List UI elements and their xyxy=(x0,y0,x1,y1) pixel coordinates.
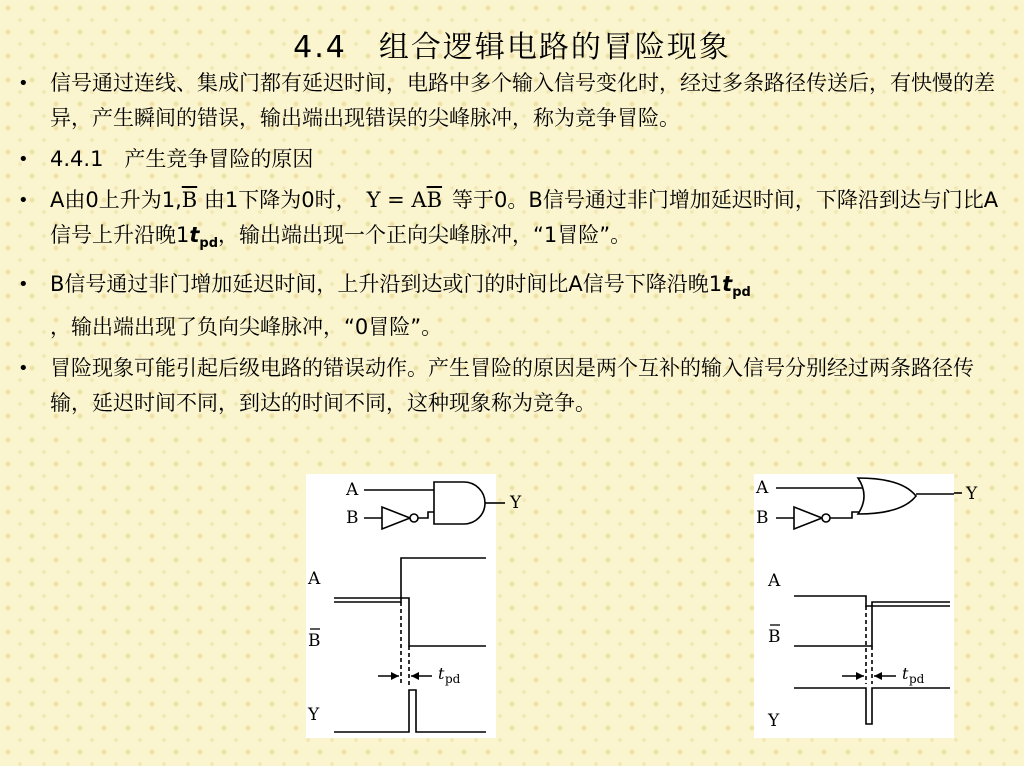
tpd-sub: pd xyxy=(732,285,751,301)
wave-a-label: A xyxy=(768,571,781,591)
bullet-dot: • xyxy=(18,73,29,94)
tpd-label-t: t xyxy=(902,664,909,683)
section-heading: 4.4.1 产生竞争冒险的原因 xyxy=(50,147,314,171)
wave-y-label: Y xyxy=(308,705,320,725)
or-gate-hazard-diagram xyxy=(754,474,954,738)
tpd-label-sub: pd xyxy=(909,672,925,686)
wave-b-label: B xyxy=(308,631,321,651)
bullet-text: ，输出端出现了负向尖峰脉冲，“0冒险”。 xyxy=(50,315,443,340)
input-b-label: B xyxy=(756,508,769,528)
tpd-t: t xyxy=(722,272,733,297)
bullet-dot: • xyxy=(18,190,29,211)
wave-a-label: A xyxy=(308,569,321,589)
b-bar-symbol: $\overline{B}$ xyxy=(181,188,198,212)
input-b-label: B xyxy=(346,508,359,528)
tpd-arrowhead-right xyxy=(874,672,882,680)
tpd-arrowhead-left xyxy=(856,672,864,680)
input-a-label: A xyxy=(756,478,769,498)
output-y-label-right: Y xyxy=(966,484,978,504)
bullet-dot: • xyxy=(18,274,29,296)
bullet-text: 由1下降为0时， xyxy=(203,188,357,212)
or-gate xyxy=(858,478,916,514)
equation-b-bar: $\overline{B}$ xyxy=(426,188,443,212)
bullet-text: ，输出端出现一个正向尖峰脉冲，“1冒险”。 xyxy=(218,223,632,247)
wave-b-bar xyxy=(794,602,950,646)
input-a-label: A xyxy=(346,480,359,500)
page-title: 4.4 组合逻辑电路的冒险现象 xyxy=(293,30,731,65)
output-y-label-left: Y xyxy=(510,493,522,513)
not-gate xyxy=(794,507,822,529)
tpd-t: t xyxy=(189,223,200,247)
bullet-text: A由0上升为1, xyxy=(50,188,182,212)
tpd-label-sub: pd xyxy=(445,672,461,686)
not-gate-bubble xyxy=(822,514,830,522)
wave-y-label: Y xyxy=(768,711,780,731)
bullet-text: 信号通过连线、集成门都有延迟时间，电路中多个输入信号变化时，经过多条路径传送后，有快慢的差异，产生瞬间的错误，输出端出现错误的尖峰脉冲，称为竞争冒险。 xyxy=(50,71,995,130)
or-gate-diagram-svg xyxy=(754,474,954,738)
bullet-dot: • xyxy=(18,358,29,380)
bullet-text: 冒险现象可能引起后级电路的错误动作。产生冒险的原因是两个互补的输入信号分别经过两条路径传输，延迟时间不同，到达的时间不同，这种现象称为竞争。 xyxy=(50,356,974,416)
bullet-text: 等于0。B信号通过非门增加延迟时间，下降沿到达与门比A信号上升沿晚1 xyxy=(50,188,999,247)
tpd-label-t: t xyxy=(438,664,445,683)
wave-y xyxy=(794,688,950,724)
equation-lhs: Y = A xyxy=(366,188,427,212)
bullet-dot: • xyxy=(18,149,29,170)
bullet-text: B信号通过非门增加延迟时间，上升沿到达或门的时间比A信号下降沿晚1 xyxy=(50,272,723,297)
wave-b-label: B xyxy=(768,627,781,647)
tpd-sub: pd xyxy=(199,236,219,252)
